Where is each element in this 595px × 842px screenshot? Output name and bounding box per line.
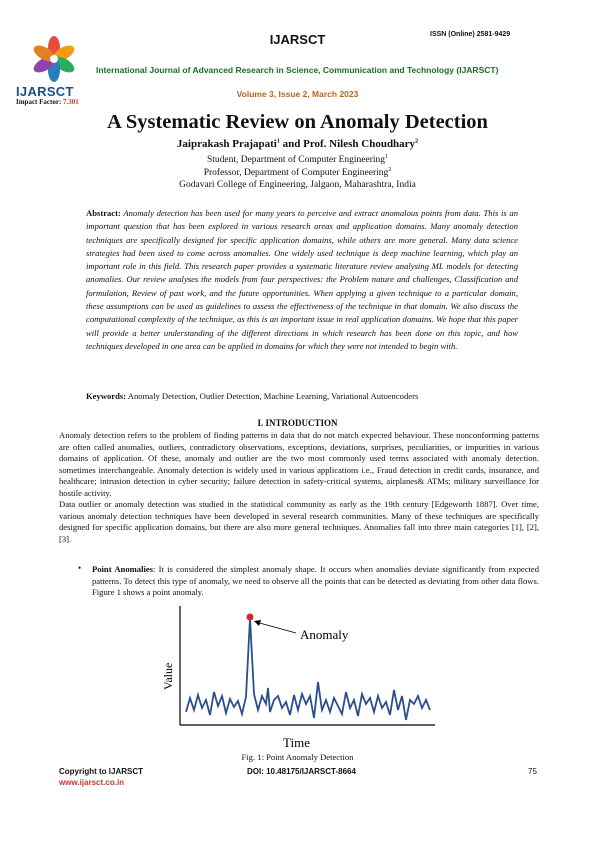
intro-paragraph-2: Data outlier or anomaly detection was studied in the statistical community as early as the 19th century [Edgeworth 1887]. Over time, various anomaly detection techniques have been developed in several research communities. Many of these techniques are specifically designed for specific application domains, but there are also more general techniques. Anomalies fall into three main categories [1], [2], [3]. (59, 499, 539, 544)
author-2: Prof. Nilesh Choudhary (303, 138, 416, 150)
abstract-label: Abstract: (86, 208, 121, 218)
arrow-head-icon (254, 620, 261, 626)
author-1: Jaiprakash Prajapati (176, 138, 277, 150)
anomaly-arrow (256, 622, 296, 633)
figure-caption: Fig. 1: Point Anomaly Detection (241, 752, 354, 762)
journal-logo-icon (28, 33, 80, 85)
keywords (86, 391, 526, 401)
affiliation-2 (0, 167, 595, 178)
intro-paragraph-1: Anomaly detection refers to the problem of finding patterns in data that do not match expected behaviour. These nonconforming patterns are often called anomalies, outliers, contradictory observations, exceptions, deviations, surprises, peculiarities, or impurities in various domains of application. Of these, anomaly and outlier are the two most commonly used terms associated with anomaly detection. sometimes interchangeable. Anomaly detection is widely used in various applications i.e., Fraud detection in credit cards, insurance, and healthcare; intrusion detection in cyber security; failure detection in safety-critical systems, airplanes& ATMs; military surveillance for hostile activity. (59, 430, 539, 498)
author-1-sup: 1 (276, 138, 280, 145)
affiliation-2-text: Professor, Department of Computer Engineering (203, 168, 389, 179)
affiliation-1-text: Student, Department of Computer Engineering (206, 155, 386, 166)
bullet-point-anomalies (92, 564, 539, 599)
affiliation-2-sup: 2 (388, 167, 392, 173)
bullet-icon: • (78, 563, 82, 573)
issn: ISSN (Online) 2581-9429 (430, 31, 511, 38)
paper-title: A Systematic Review on Anomaly Detection (107, 111, 488, 133)
footer-copyright: Copyright to IJARSCT (59, 767, 143, 776)
footer-url-link[interactable]: www.ijarsct.co.in (59, 778, 125, 787)
authors (0, 138, 595, 150)
footer-doi: DOI: 10.48175/IJARSCT-8664 (247, 767, 356, 776)
author-2-sup: 2 (415, 138, 419, 145)
abstract-text: Anomaly detection has been used for many years to perceive and extract anomalous points from data. This is an important question that has been explored in various research areas and application domains. Many anomaly detection techniques are specifically designed for specific application domains, while others are more general. Many data science strategies had been used to come across anomalies. One widely used technique is deep machine learning, which play an important role in this field. This research paper provides a systematic literature review analysing ML models for detecting anomalies. Our review analyses the models from four perspectives: the Problem nature and challenges, Classification and formulation, Review of past work, and the future opportunities. When applying a given technique to a particular domain, these assumptions can be used as guidelines to assess the effectiveness of the technique in that domain. We also discuss the computational complexity of the technique, as this is an important issue in real application domains. We hope that this paper will provide a better understanding of the different directions in which research has been done on this topic, and how techniques developed in one area can be applied in domains for which they were not intended to begin with. (86, 208, 518, 351)
x-axis-label: Time (283, 735, 310, 750)
intro-body (59, 430, 539, 545)
y-axis-label: Value (161, 662, 175, 690)
page-number: 75 (528, 767, 537, 776)
impact-label: Impact Factor: (16, 98, 64, 106)
bullet-label: Point Anomalies (92, 564, 154, 574)
affiliation-1 (0, 154, 595, 165)
author-and: and (279, 138, 304, 150)
keywords-label: Keywords: (86, 391, 127, 401)
journal-short-title: IJARSCT (269, 32, 326, 47)
abstract (86, 207, 518, 353)
volume-issue: Volume 3, Issue 2, March 2023 (236, 89, 359, 99)
impact-factor (16, 98, 79, 106)
logo-text: IJARSCT (16, 84, 74, 99)
keywords-text: Anomaly Detection, Outlier Detection, Machine Learning, Variational Autoencoders (126, 391, 419, 401)
bullet-text: : It is considered the simplest anomaly shape. It occurs when anomalies deviate significantly from expected patterns. To detect this type of anomaly, we need to observe all the points that can be detected as deviating from other data flows. Figure 1 shows a point anomaly. (92, 564, 540, 597)
point-anomaly-figure (150, 600, 450, 755)
anomaly-label: Anomaly (300, 627, 349, 642)
anomaly-point (247, 614, 254, 621)
journal-full-title: International Journal of Advanced Research in Science, Communication and Technology (IJARSCT) (96, 65, 499, 75)
impact-value: 7.301 (63, 98, 79, 106)
affiliation-3: Godavari College of Engineering, Jalgaon, Maharashtra, India (179, 180, 416, 190)
section-heading: I. INTRODUCTION (257, 418, 338, 428)
affiliation-1-sup: 1 (385, 154, 389, 160)
